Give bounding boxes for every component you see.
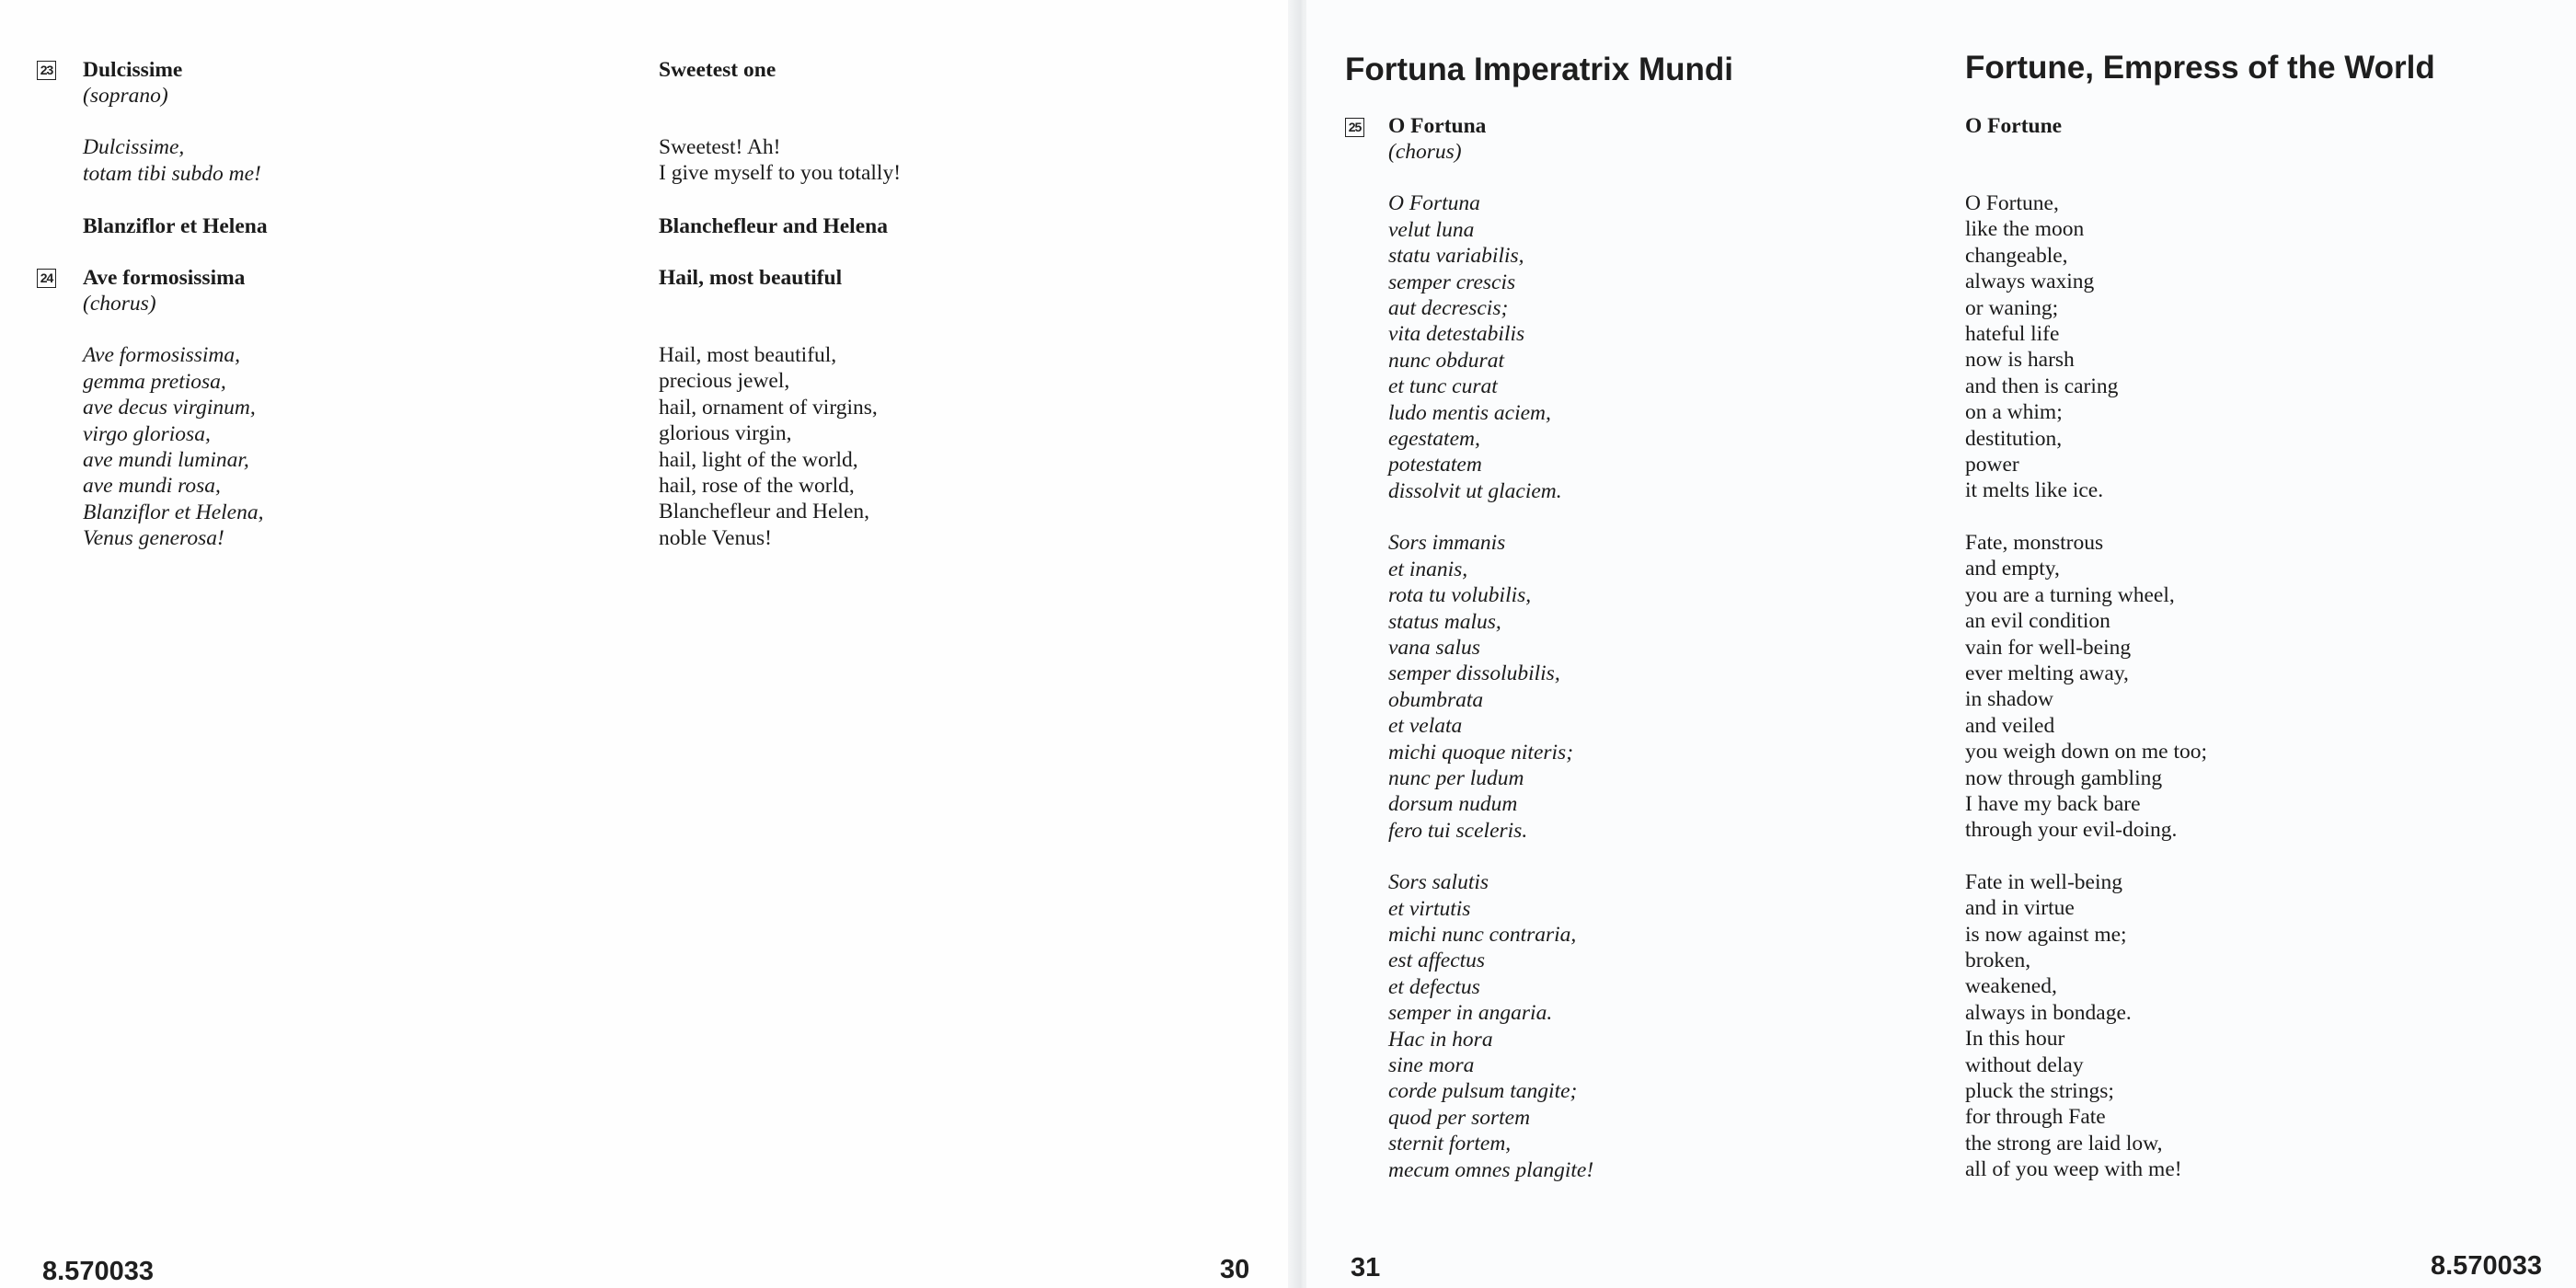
track25-english-block [1965,113,2207,1183]
verse-line: In this hour [1965,1027,2065,1052]
verse-line: O Fortuna [1388,191,1480,216]
english-stanza-3 [1965,869,2207,1183]
latin-stanza-2 [1388,530,1593,844]
track24-english-block [659,265,878,551]
verse-line: Dulcissime, [83,135,185,160]
verse-line: you are a turning wheel, [1965,582,2175,607]
verse-line: weakened, [1965,974,2057,999]
verse-line: et defectus [1388,974,1480,999]
verse-line: on a whim; [1965,400,2063,425]
verse-line: Venus generosa! [83,526,224,551]
track23-latin-block [83,57,261,187]
verse-line: mecum omnes plangite! [1388,1157,1594,1182]
verse-line: velut luna [1388,217,1475,242]
verse-line: et virtutis [1388,896,1471,921]
verse-line: through your evil-doing. [1965,818,2178,843]
verse-line: ave decus virginum, [83,396,256,420]
verse-line: hateful life [1965,322,2060,347]
verse-line: egestatem, [1388,427,1480,452]
verse-line: without delay [1965,1052,2084,1077]
verse-line: corde pulsum tangite; [1388,1079,1578,1104]
verse-line: sine mora [1388,1053,1475,1077]
track23-latin-text [83,134,261,187]
verse-line: vana salus [1388,635,1480,660]
verse-line: O Fortune, [1965,191,2059,215]
verse-line: and veiled [1965,713,2055,738]
verse-line: pluck the strings; [1965,1079,2114,1103]
verse-line: sternit fortem, [1388,1132,1512,1156]
track25-title-english: O Fortune [1965,114,2063,138]
verse-line: always waxing [1965,270,2095,294]
verse-line: Sors immanis [1388,531,1506,556]
latin-stanza-1 [1388,190,1593,504]
verse-line: and empty, [1965,557,2060,581]
verse-line: ave mundi luminar, [83,448,249,473]
verse-line: semper dissolubilis, [1388,661,1560,686]
verse-line: broken, [1965,948,2031,972]
verse-line: et inanis, [1388,557,1468,581]
verse-line: I have my back bare [1965,791,2141,816]
track24-title-english: Hail, most beautiful [659,266,843,290]
verse-line: always in bondage. [1965,1000,2132,1025]
track23-performer: (soprano) [83,84,168,108]
track23-english-block [659,57,901,187]
verse-line: Blanchefleur and Helen, [659,500,870,524]
verse-line: hail, ornament of virgins, [659,395,878,420]
verse-line: statu variabilis, [1388,244,1524,269]
verse-line: now is harsh [1965,348,2075,373]
verse-line: precious jewel, [659,369,790,394]
verse-line: the strong are laid low, [1965,1131,2163,1156]
verse-line: potestatem [1388,453,1482,477]
english-stanza-2 [1965,530,2207,844]
verse-line: fero tui sceleris. [1388,818,1528,843]
verse-line: noble Venus! [659,525,772,550]
verse-line: Sors salutis [1388,870,1489,895]
verse-line: dorsum nudum [1388,792,1518,817]
verse-line: nunc obdurat [1388,348,1504,373]
verse-line: it melts like ice. [1965,478,2104,503]
track24-english-text [659,342,878,551]
verse-line: Fate, monstrous [1965,530,2104,555]
track24-title-latin: Ave formosissima [83,266,246,290]
track25-performer: (chorus) [1388,140,1462,164]
verse-line: and in virtue [1965,896,2075,921]
track-number-23: 23 [37,61,56,80]
verse-line: hail, rose of the world, [659,474,855,499]
verse-line: et tunc curat [1388,374,1498,399]
verse-line: Hail, most beautiful, [659,343,837,367]
verse-line: destitution, [1965,426,2063,451]
verse-line: all of you weep with me! [1965,1157,2182,1182]
verse-line: semper in angaria. [1388,1001,1553,1026]
verse-line: an evil condition [1965,609,2110,634]
verse-line: and then is caring [1965,374,2119,398]
english-stanza-1 [1965,190,2207,504]
verse-line: totam tibi subdo me! [83,161,261,186]
verse-line: ave mundi rosa, [83,474,221,499]
verse-line: power [1965,453,2019,477]
verse-line: ever melting away, [1965,661,2129,685]
section-heading-english: Blanchefleur and Helena [659,214,888,238]
verse-line: virgo gloriosa, [83,421,211,446]
track23-title-english: Sweetest one [659,58,776,82]
track24-performer: (chorus) [83,292,156,316]
verse-line: ludo mentis aciem, [1388,400,1551,425]
verse-line: michi quoque niteris; [1388,740,1574,765]
verse-line: you weigh down on me too; [1965,740,2208,765]
verse-line: semper crescis [1388,270,1516,294]
section-heading-latin: Blanziflor et Helena [83,214,268,238]
footer-catalog-number: 8.570033 [42,1257,154,1286]
verse-line: hail, light of the world, [659,447,858,472]
verse-line: et velata [1388,714,1463,739]
track25-latin-block [1388,113,1593,1183]
verse-line: like the moon [1965,217,2085,242]
verse-line: in shadow [1965,687,2053,712]
verse-line: Blanziflor et Helena, [83,500,264,524]
track-number-24: 24 [37,269,56,288]
track25-title-latin: O Fortuna [1388,114,1487,138]
footer-page-number: 30 [1220,1255,1250,1284]
verse-line: is now against me; [1965,922,2127,947]
verse-line: for through Fate [1965,1105,2106,1130]
verse-line: Hac in hora [1388,1027,1493,1052]
footer-page-number: 31 [1351,1253,1381,1282]
verse-line: or waning; [1965,295,2059,320]
heading-english: Fortune, Empress of the World [1965,50,2435,86]
verse-line: dissolvit ut glaciem. [1388,478,1562,503]
latin-stanza-3 [1388,869,1593,1183]
track23-english-text [659,134,901,187]
verse-line: Sweetest! Ah! [659,135,781,159]
heading-latin: Fortuna Imperatrix Mundi [1345,52,1733,87]
track24-latin-block [83,265,263,552]
verse-line: I give myself to you totally! [659,161,902,186]
verse-line: vita detestabilis [1388,322,1525,347]
verse-line: changeable, [1965,243,2068,268]
verse-line: Fate in well-being [1965,869,2122,894]
track-number-25: 25 [1345,118,1364,137]
verse-line: rota tu volubilis, [1388,583,1532,608]
verse-line: michi nunc contraria, [1388,922,1577,947]
verse-line: aut decrescis; [1388,296,1509,321]
verse-line: nunc per ludum [1388,765,1524,790]
verse-line: quod per sortem [1388,1105,1531,1130]
verse-line: gemma pretiosa, [83,369,226,394]
right-page [1306,0,2576,1288]
footer-catalog-number: 8.570033 [2431,1251,2542,1281]
verse-line: vain for well-being [1965,635,2132,660]
verse-line: glorious virgin, [659,421,792,446]
verse-line: obumbrata [1388,687,1484,712]
track24-latin-text [83,342,263,551]
verse-line: status malus, [1388,609,1501,634]
verse-line: Ave formosissima, [83,343,241,368]
verse-line: est affectus [1388,949,1486,973]
track23-title-latin: Dulcissime [83,58,183,82]
verse-line: now through gambling [1965,765,2163,790]
